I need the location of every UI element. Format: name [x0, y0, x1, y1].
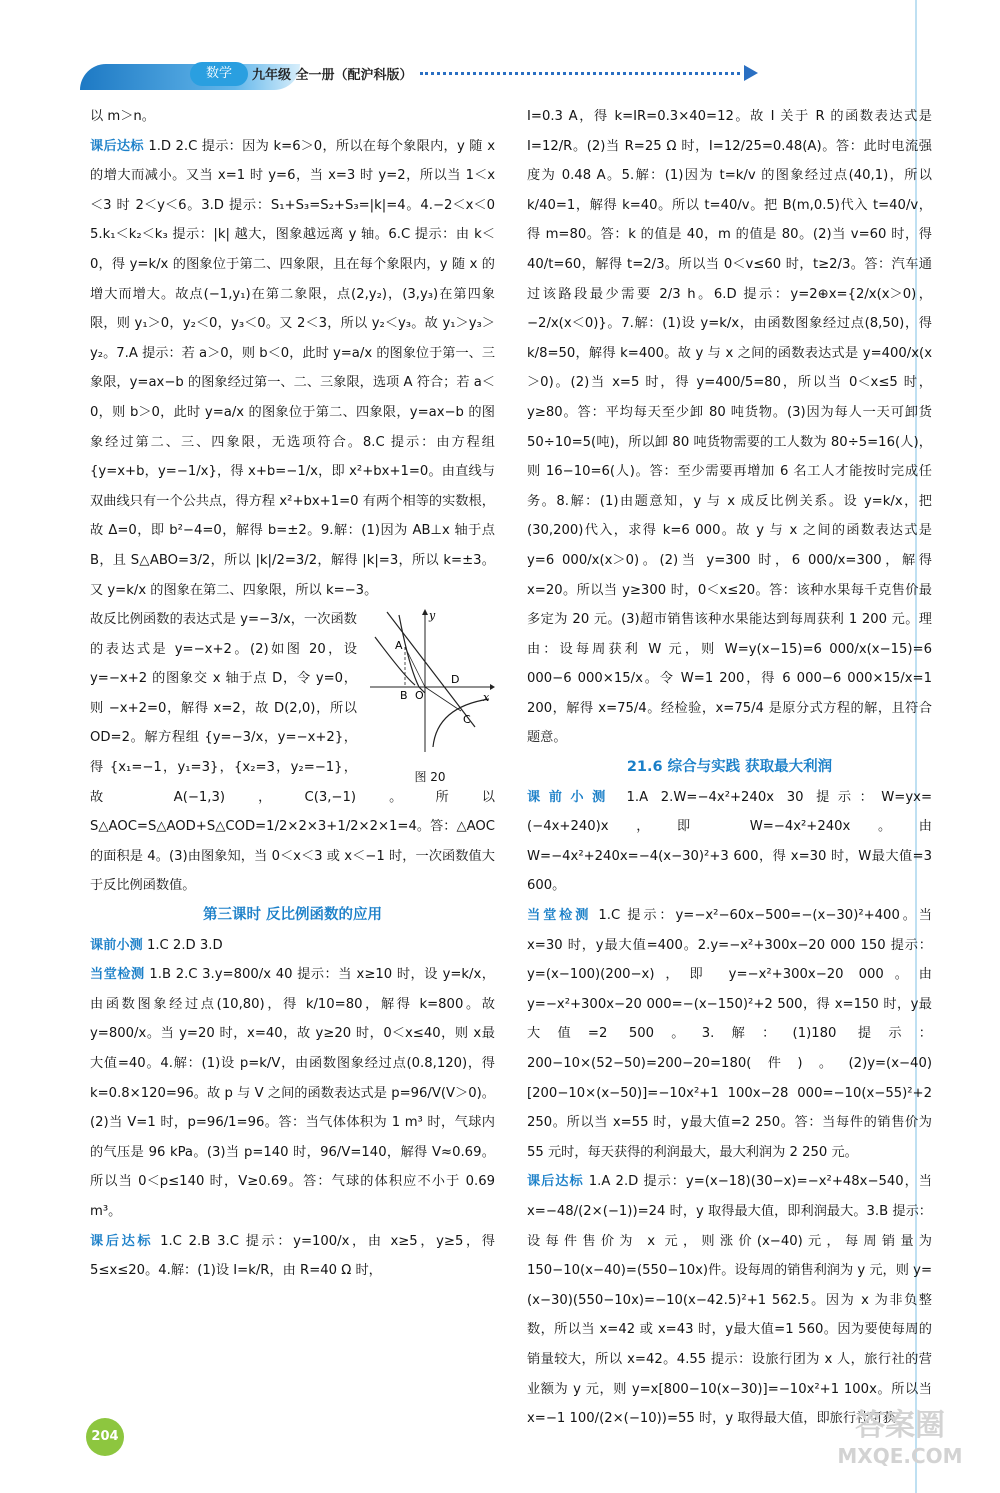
watermark	[810, 1400, 990, 1480]
page-header	[80, 50, 700, 100]
paragraph	[90, 132, 495, 606]
watermark-line2: MXQE.COM	[837, 1444, 963, 1468]
subject-badge: 数学	[190, 62, 248, 86]
answers-text: 1.C 2.B 3.C 提示：y=100/x，由 x≥5，y≥5，得 5≤x≤20。4.解：(1)设 I=k/R，由 R=40 Ω 时，	[90, 1233, 495, 1279]
answers-text: 1.C 2.D 3.D	[146, 937, 223, 953]
svg-text:O: O	[415, 689, 424, 703]
book-title: 九年级 全一册（配沪科版）	[252, 68, 413, 83]
paragraph: 故反比例函数的表达式是 y=−3/x，一次函数的表达式是 y=−x+2。(2)如图 20，设 y=−x+2 的图象交 x 轴于点 D，令 y=0，则 −x+2=0，解得 x=2，故 D(2,0)，所以 OD=2。解方程组 {y=−3/x，y=−x+2}，得 {x₁=−1，y₁=3}，{x₂=3，y₂=−1}，故 A(−1,3)，C(3,−1)。所以 S△AOC=S△AOD+S△COD=1/2×2×3+1/2×2×1=4。答：△AOC 的面积是 4。(3)由图象知，当 0＜x＜3 或 x＜−1 时，一次函数值大于反比例函数值。	[90, 612, 495, 894]
svg-text:x: x	[483, 691, 490, 705]
paragraph	[90, 1227, 495, 1286]
paragraph	[90, 960, 495, 1226]
section-title: 21.6 综合与实践 获取最大利润	[626, 759, 833, 776]
page-number: 204	[86, 1418, 124, 1456]
answers-text: 1.B 2.C 3.y=800/x 40 提示：当 x≥10 时，设 y=k/x，由函数图象经过点(10,80)，得 k/10=80，解得 k=800。故 y=800/x。当 y=20 时，x=40，故 y≥20 时，0＜x≤40，则 x最大值=40。4.解：(1)设 p=k/V，由函数图象经过点(0.8,120)，得 k=0.8×120=96。故 p 与 V 之间的函数表达式是 p=96/V(V＞0)。(2)当 V=1 时，p=96/1=96。答：当气体体积为 1 m³ 时，气球内的气压是 96 kPa。(3)当 p=140 时，96/V=140，解得 V≈0.69。所以当 0＜p≤140 时，V≥0.69。答：气球的体积应不小于 0.69 m³。	[90, 967, 495, 1219]
paragraph	[527, 901, 932, 1167]
tag-kehou: 课后达标	[90, 138, 144, 154]
answers-text: 1.A 2.D 提示：y=(x−18)(30−x)=−x²+48x−540，当 x=−48/(2×(−1))=24 时，y 取得最大值，即利润最大。3.B 提示：设每件售价为 x 元，则涨价(x−40)元，每周销量为 150−10(x−40)=(550−10x)件。设每周的销售利润为 y 元，则 y=(x−30)(550−10x)=−10(x−42.5)²+1 562.5。因为 x 为非负整数，所以当 x=42 或 x=43 时，y最大值=1 560。因为要使每周的销量较大，所以 x=42。4.55 提示：设旅行团为 x 人，旅行社的营业额为 y 元，则 y=x[800−10(x−30)]=−10x²+1 100x。所以当 x=−1 100/(2×(−10))=55 时，y 取得最大值，即旅行社可获	[527, 1174, 932, 1427]
header-dotted-line	[420, 72, 740, 75]
tag-kehou: 课后达标	[527, 1174, 584, 1190]
answers-text: 1.C 提示：y=−x²−60x−500=−(x−30)²+400。当 x=30 时，y最大值=400。2.y=−x²+300x−20 000 150 提示：y=(x−100)(200−x)，即 y=−x²+300x−20 000。由 y=−x²+300x−20 000=−(x−150)²+2 500，得 x=150 时，y最大值=2 500。3.解：(1)180 提示：200−10×(52−50)=200−20=180(件)。(2)y=(x−40)[200−10×(x−50)]=−10x²+1 100x−28 000=−10(x−55)²+2 250。所以当 x=55 时，y最大值=2 250。答：当每件的销售价为 55 元时，每天获得的利润最大，最大利润为 2 250 元。	[527, 908, 932, 1160]
svg-text:C: C	[463, 713, 471, 727]
tag-dtjc: 当堂检测	[527, 908, 592, 924]
left-column	[90, 102, 495, 1286]
tag-kehou: 课后达标	[90, 1233, 154, 1249]
paragraph	[527, 783, 932, 901]
tag-kqxc: 课前小测	[90, 937, 143, 953]
answers-text: 1.A 2.W=−4x²+240x 30 提示：W=yx=(−4x+240)x，即 W=−4x²+240x。由 W=−4x²+240x=−4(x−30)²+3 600，得 x=30 时，W最大值=3 600。	[527, 789, 933, 894]
function-graph	[365, 607, 495, 757]
paragraph: I=0.3 A，得 k=IR=0.3×40=12。故 I 关于 R 的函数表达式是 I=12/R。(2)当 R=25 Ω 时，I=12/25=0.48(A)。答：此时电流强度为 0.48 A。5.解：(1)因为 t=k/v 的图象经过点(40,1)，所以 k/40=1，解得 k=40。所以 t=40/v。把 B(m,0.5)代入 t=40/v，得 m=80。答：k 的值是 40，m 的值是 80。(2)当 v=60 时，得 40/t=60，解得 t=2/3。所以当 0＜v≤60 时，t≥2/3。答：汽车通过该路段最少需要 2/3 h。6.D 提示：y=2⊕x={2/x(x＞0)，−2/x(x＜0)}。7.解：(1)设 y=k/x，由函数图象经过点(8,50)，得 k/8=50，解得 k=400。故 y 与 x 之间的函数表达式是 y=400/x(x＞0)。(2)当 x=5 时，得 y=400/5=80，所以当 0＜x≤5 时，y≥80。答：平均每天至少卸 80 吨货物。(3)因为每人一天可卸货 50÷10=5(吨)，所以卸 80 吨货物需要的工人数为 80÷5=16(人)，则 16−10=6(人)。答：至少需要再增加 6 名工人才能按时完成任务。8.解：(1)由题意知，y 与 x 成反比例关系。设 y=k/x，把(30,200)代入，求得 k=6 000。故 y 与 x 之间的函数表达式是 y=6 000/x(x＞0)。(2)当 y=300 时，6 000/x=300，解得 x=20。所以当 y≥300 时，0＜x≤20。答：该种水果每千克售价最多定为 20 元。(3)超市销售该种水果能达到每周获利 1 200 元。理由：设每周获利 W 元，则 W=y(x−15)=6 000/x(x−15)=6 000−6 000×15/x。令 W=1 200，得 6 000−6 000×15/x=1 200，解得 x=75/4。经检验，x=75/4 是原分式方程的解，且符合题意。	[527, 109, 932, 746]
paragraph: 以 m＞n。	[90, 109, 155, 124]
tag-kqxc: 课前小测	[527, 789, 614, 805]
svg-text:A: A	[395, 639, 403, 653]
paragraph	[90, 931, 495, 961]
figure-caption: 图 20	[414, 769, 446, 784]
svg-text:y: y	[429, 609, 436, 623]
svg-text:D: D	[451, 673, 460, 687]
right-column	[527, 102, 932, 1434]
watermark-line1: 答案圈	[855, 1408, 945, 1443]
paragraph	[527, 1167, 932, 1433]
section-title: 第三课时 反比例函数的应用	[202, 907, 383, 924]
tag-dtjc: 当堂检测	[90, 967, 145, 983]
answers-text: 1.D 2.C 提示：因为 k=6＞0，所以在每个象限内，y 随 x 的增大而减小。又当 x=1 时 y=6，当 x=3 时 y=2，所以当 1＜x＜3 时 2＜y＜6。3.D 提示：S₁+S₃=S₂+S₃=|k|=4。4.−2＜x＜0 5.k₁＜k₂＜k₃ 提示：|k| 越大，图象越远离 y 轴。6.C 提示：由 k＜0，得 y=k/x 的图象位于第二、四象限，且在每个象限内，y 随 x 的增大而增大。故点(−1,y₁)在第二象限，点(2,y₂)，(3,y₃)在第四象限，则 y₁＞0，y₂＜0，y₃＜0。又 2＜3，所以 y₂＜y₃。故 y₁＞y₃＞y₂。7.A 提示：若 a＞0，则 b＜0，此时 y=a/x 的图象位于第一、三象限，y=ax−b 的图象经过第一、二、三象限，选项 A 符合；若 a＜0，则 b＞0，此时 y=a/x 的图象位于第二、四象限，y=ax−b 的图象经过第二、三、四象限，无选项符合。8.C 提示：由方程组 {y=x+b，y=−1/x}，得 x+b=−1/x，即 x²+bx+1=0。由直线与双曲线只有一个公共点，得方程 x²+bx+1=0 有两个相等的实数根，故 Δ=0，即 b²−4=0，解得 b=±2。9.解：(1)因为 AB⊥x 轴于点 B，且 S△ABO=3/2，所以 |k|/2=3/2，解得 |k|=3，所以 k=±3。又 y=k/x 的图象在第二、四象限，所以 k=−3。	[90, 138, 496, 598]
figure-20	[365, 607, 495, 784]
svg-text:B: B	[400, 689, 408, 703]
header-arrow-icon	[744, 65, 758, 81]
